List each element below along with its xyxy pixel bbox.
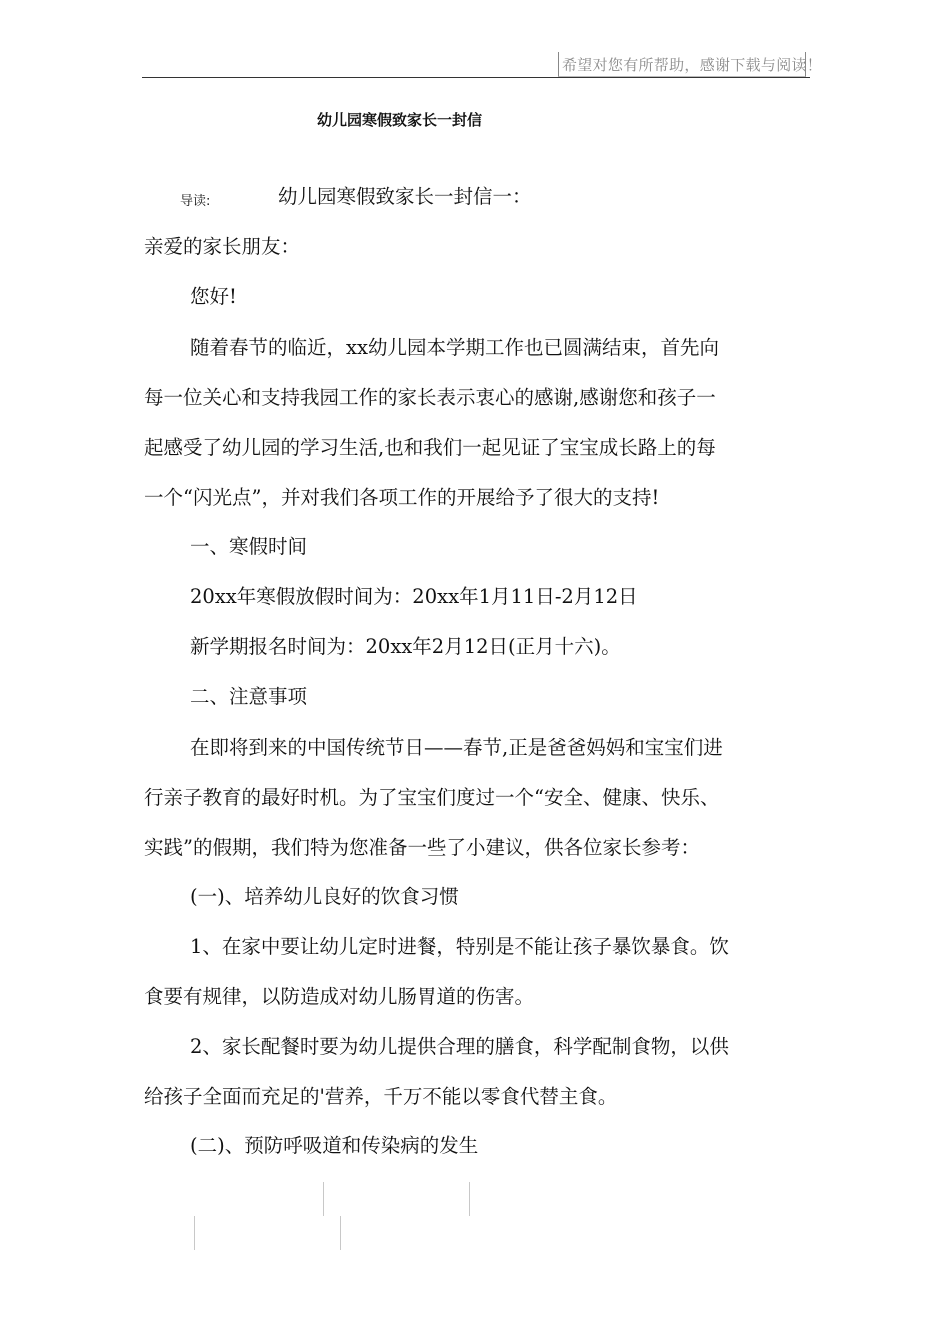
- body-line: 幼儿园寒假致家长一封信一：: [278, 185, 532, 208]
- body-line: 给孩子全面而充足的'营养，千万不能以零食代替主食。: [144, 1085, 618, 1108]
- footer-divider: [469, 1182, 470, 1216]
- header-rule: [142, 77, 810, 78]
- document-title: 幼儿园寒假致家长一封信: [317, 111, 483, 129]
- footer-divider: [340, 1216, 341, 1250]
- subsection-heading: (二)、预防呼吸道和传染病的发生: [190, 1134, 479, 1157]
- section-heading: 一、寒假时间: [190, 535, 308, 558]
- section-heading: 二、注意事项: [190, 685, 308, 708]
- footer-divider: [194, 1216, 195, 1250]
- header-note: 希望对您有所帮助，感谢下载与阅读！: [562, 56, 823, 74]
- subsection-heading: (一)、培养幼儿良好的饮食习惯: [190, 885, 459, 908]
- body-line: 一个“闪光点”，并对我们各项工作的开展给予了很大的支持!: [144, 486, 660, 509]
- body-line: 2、家长配餐时要为幼儿提供合理的膳食，科学配制食物，以供: [190, 1035, 729, 1058]
- body-line: 新学期报名时间为：20xx年2月12日(正月十六)。: [190, 635, 621, 658]
- body-line: 1、在家中要让幼儿定时进餐，特别是不能让孩子暴饮暴食。饮: [190, 935, 729, 958]
- footer-divider: [323, 1182, 324, 1216]
- body-line: 实践”的假期，我们特为您准备一些了小建议，供各位家长参考：: [144, 836, 700, 859]
- body-line: 20xx年寒假放假时间为：20xx年1月11日-2月12日: [190, 585, 638, 608]
- body-line: 起感受了幼儿园的学习生活,也和我们一起见证了宝宝成长路上的每: [144, 436, 716, 459]
- body-line: 您好!: [190, 285, 237, 308]
- body-line: 食要有规律，以防造成对幼儿肠胃道的伤害。: [144, 985, 535, 1008]
- body-line: 在即将到来的中国传统节日——春节,正是爸爸妈妈和宝宝们进: [190, 736, 723, 759]
- lead-label: 导读:: [180, 194, 211, 209]
- body-line: 亲爱的家长朋友：: [144, 235, 301, 258]
- body-line: 每一位关心和支持我园工作的家长表示衷心的感谢,感谢您和孩子一: [144, 386, 716, 409]
- body-line: 随着春节的临近，xx幼儿园本学期工作也已圆满结束，首先向: [190, 336, 719, 359]
- body-line: 行亲子教育的最好时机。为了宝宝们度过一个“安全、健康、快乐、: [144, 786, 720, 809]
